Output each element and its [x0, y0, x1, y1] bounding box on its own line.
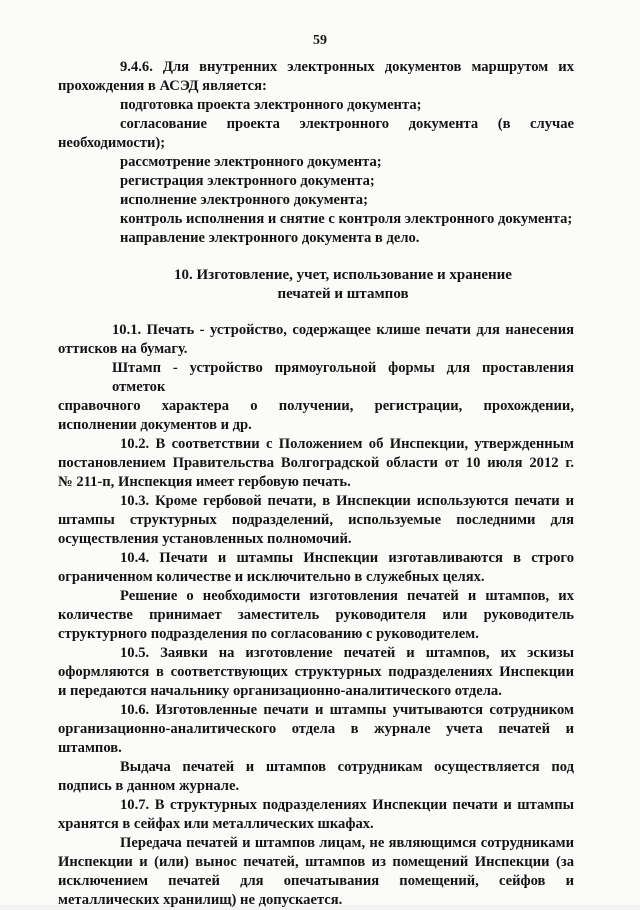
paragraph-line: оттисков на бумагу. [58, 341, 188, 357]
list-item: подготовка проекта электронного документа; [120, 97, 422, 113]
paragraph-line: 10.4. Печати и штампы Инспекции изготавливаются в строго [120, 550, 574, 566]
paragraph-line: 10.2. В соответствии с Положением об Инспекции, утвержденным [120, 436, 574, 452]
paragraph-line: структурного подразделения по согласованию с руководителем. [58, 626, 479, 642]
paragraph-line: организационно-аналитического отдела в журнале учета печатей и [58, 721, 574, 737]
section-heading [112, 266, 574, 304]
list-item-continuation: необходимости); [58, 135, 166, 151]
paragraph-line: Штамп - устройство прямоугольной формы для проставления отметок [112, 360, 574, 395]
paragraph-line: 9.4.6. Для внутренних электронных документов маршрутом их [120, 59, 574, 75]
paragraph-line: 10.6. Изготовленные печати и штампы учитываются сотрудником [120, 702, 574, 718]
list-item: рассмотрение электронного документа; [120, 154, 382, 170]
paragraph-line: количестве принимает заместитель руководителя или руководитель [58, 607, 574, 623]
heading-line-1: 10. Изготовление, учет, использование и хранение [174, 267, 512, 283]
list-item: исполнение электронного документа; [120, 192, 368, 208]
heading-line-2: печатей и штампов [277, 286, 409, 302]
paragraph-line: исключением печатей для опечатывания помещений, сейфов и [58, 873, 574, 889]
list-item: направление электронного документа в дело. [120, 230, 420, 246]
paragraph-line: 10.3. Кроме гербовой печати, в Инспекции используются печати и [120, 493, 574, 509]
section-10-body [58, 321, 574, 910]
paragraph-line: Выдача печатей и штампов сотрудникам осуществляется под [120, 759, 574, 775]
paragraph-line: штампов. [58, 740, 122, 756]
paragraph-line: оформляются в соответствующих структурных подразделениях Инспекции [58, 664, 574, 680]
paragraph-line: исполнении документов и др. [58, 417, 252, 433]
paragraph-line: 10.5. Заявки на изготовление печатей и штампов, их эскизы [120, 645, 574, 661]
paragraph-line: постановлением Правительства Волгоградской области от 10 июля 2012 г. [58, 455, 574, 471]
paragraph-line: ограниченном количестве и исключительно в служебных целях. [58, 569, 485, 585]
paragraph-line: подпись в данном журнале. [58, 778, 240, 794]
paragraph-line: прохождения в АСЭД является: [58, 78, 267, 94]
list-item: регистрация электронного документа; [120, 173, 375, 189]
list-item: контроль исполнения и снятие с контроля электронного документа; [120, 211, 573, 227]
page-number: 59 [313, 33, 327, 48]
paragraph-line: штампы структурных подразделений, используемые последними для [58, 512, 574, 528]
paragraph-line: Передача печатей и штампов лицам, не являющимся сотрудниками [120, 835, 574, 851]
paragraph-line: 10.7. В структурных подразделениях Инспекции печати и штампы [120, 797, 574, 813]
paragraph-line: № 211-п, Инспекция имеет гербовую печать. [58, 474, 351, 490]
list-item: согласование проекта электронного документа (в случае [120, 116, 574, 132]
paragraph-line: металлических хранилищ) не допускается. [58, 892, 343, 908]
paragraph-line: Инспекции и (или) вынос печатей, штампов из помещений Инспекции (за [58, 854, 574, 870]
paragraph-line: Решение о необходимости изготовления печатей и штампов, их [120, 588, 574, 604]
paragraph-line: осуществления установленных полномочий. [58, 531, 352, 547]
paragraph-line: справочного характера о получении, регистрации, прохождении, [58, 398, 574, 414]
paragraph-line: и передаются начальнику организационно-аналитического отдела. [58, 683, 502, 699]
section-9-4-6 [58, 58, 574, 248]
paragraph-line: 10.1. Печать - устройство, содержащее клише печати для нанесения [112, 322, 574, 338]
paragraph-line: хранятся в сейфах или металлических шкафах. [58, 816, 374, 832]
